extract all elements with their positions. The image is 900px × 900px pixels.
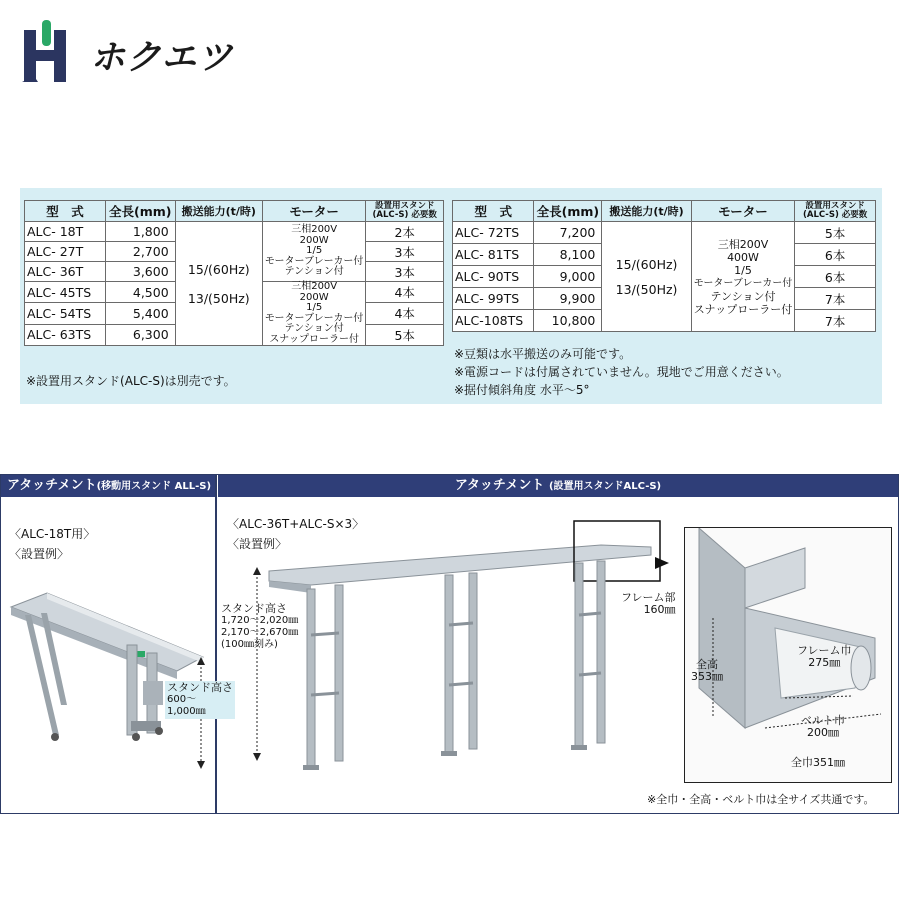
cross-section-detail-image (685, 528, 891, 782)
motor-line: 1/5 (734, 263, 752, 277)
model-cell: ALC- 81TS (453, 244, 534, 266)
frame-width-title: フレーム巾 (797, 644, 852, 657)
total-height-label (691, 659, 723, 683)
motor-cell-b (262, 282, 366, 346)
note-right-3: ※据付傾斜角度 水平〜5° (454, 383, 590, 397)
stand-height-line: (100㎜刻み) (221, 639, 278, 650)
capacity-60hz: 15/(60Hz) (187, 261, 250, 277)
col-motor: モーター (691, 201, 795, 222)
motor-line: 200W (299, 234, 329, 246)
col-length: 全長(mm) (105, 201, 175, 222)
stand-cell: 2本 (366, 222, 444, 242)
spec-table-right (452, 200, 876, 332)
length-cell: 4,500 (105, 282, 175, 303)
stand-cell: 3本 (366, 262, 444, 282)
length-cell: 5,400 (105, 303, 175, 324)
motor-line: テンション付 (284, 323, 344, 334)
stand-label-line: 600〜 (167, 694, 197, 705)
model-cell: ALC- 27T (25, 242, 106, 262)
length-cell: 7,200 (534, 222, 602, 244)
motor-line: モーターブレーカー付 (264, 255, 364, 267)
length-cell: 8,100 (534, 244, 602, 266)
installation-example-image (241, 515, 671, 785)
belt-width-label (801, 715, 845, 739)
model-cell: ALC- 18T (25, 222, 106, 242)
model-cell: ALC- 54TS (25, 303, 106, 324)
section-divider (215, 475, 217, 813)
model-cell: ALC- 45TS (25, 282, 106, 303)
left-caption-example: 〈設置例〉 (9, 547, 70, 561)
motor-line: 1/5 (306, 245, 323, 257)
motor-line: モーターブレーカー付 (264, 312, 364, 324)
model-cell: ALC- 36T (25, 262, 106, 282)
col-capacity: 搬送能力(t/時) (602, 201, 691, 222)
frame-width-value: 275㎜ (808, 656, 841, 669)
mobile-stand-conveyor-image (7, 585, 207, 765)
header-title: アタッチメント (7, 478, 97, 493)
stand-height-line: 2,170〜2,670㎜ (221, 627, 299, 638)
attachment-section (0, 474, 899, 814)
attachment-left-header (1, 475, 215, 497)
col-length: 全長(mm) (534, 201, 602, 222)
length-cell: 2,700 (105, 242, 175, 262)
capacity-60hz: 15/(60Hz) (615, 256, 678, 272)
stand-cell: 5本 (366, 324, 444, 345)
col-model: 型 式 (453, 201, 534, 222)
stand-label-line: 1,000㎜ (167, 706, 206, 717)
motor-line: スナップローラー付 (693, 302, 793, 316)
motor-line: 1/5 (306, 302, 323, 313)
total-height-value: 353㎜ (691, 670, 723, 683)
stand-cell: 6本 (795, 266, 876, 288)
col-stand-count: 設置用スタンド (ALC-S) 必要数 (795, 201, 876, 222)
note-right-1: ※豆類は水平搬送のみ可能です。 (454, 347, 632, 361)
capacity-50hz: 13/(50Hz) (187, 290, 250, 306)
frame-part-label (621, 592, 676, 616)
length-cell: 3,600 (105, 262, 175, 282)
col-capacity: 搬送能力(t/時) (175, 201, 262, 222)
note-left: ※設置用スタンド(ALC-S)は別売です。 (26, 374, 236, 388)
length-cell: 10,800 (534, 310, 602, 332)
attachment-right-header (218, 475, 898, 497)
spec-panel (20, 188, 882, 404)
belt-width-title: ベルト巾 (801, 714, 845, 727)
motor-line: テンション付 (710, 289, 776, 303)
stand-cell: 4本 (366, 303, 444, 324)
note-right-2: ※電源コードは付属されていません。現地でご用意ください。 (454, 365, 789, 379)
model-cell: ALC- 99TS (453, 288, 534, 310)
model-cell: ALC-108TS (453, 310, 534, 332)
capacity-cell (602, 222, 691, 332)
frame-part-title: フレーム部 (621, 591, 676, 604)
left-caption-model: 〈ALC-18T用〉 (9, 527, 96, 541)
model-cell: ALC- 72TS (453, 222, 534, 244)
model-cell: ALC- 90TS (453, 266, 534, 288)
company-logo-text: ホクエツ (90, 38, 234, 78)
stand-height-range-label (221, 603, 298, 651)
capacity-cell (175, 222, 262, 346)
total-width-label: 全巾351㎜ (791, 756, 845, 769)
motor-line: 三相200V (717, 237, 769, 251)
motor-cell-a (262, 222, 366, 282)
length-cell: 6,300 (105, 324, 175, 345)
length-cell: 1,800 (105, 222, 175, 242)
stand-height-label (165, 681, 235, 719)
stand-cell: 5本 (795, 222, 876, 244)
right-caption-example: 〈設置例〉 (227, 537, 288, 551)
stand-cell: 6本 (795, 244, 876, 266)
total-height-title: 全高 (696, 658, 718, 671)
stand-height-line: スタンド高さ (221, 602, 287, 615)
col-stand-count: 設置用スタンド (ALC-S) 必要数 (366, 201, 444, 222)
stand-label-line: スタンド高さ (167, 681, 233, 694)
frame-part-value: 160㎜ (643, 603, 676, 616)
header-title: アタッチメント (454, 478, 545, 493)
motor-line: スナップローラー付 (269, 333, 359, 345)
header-subtitle: (移動用スタンド ALL-S) (96, 481, 212, 492)
spec-table-left (24, 200, 444, 346)
motor-line: 400W (727, 250, 759, 264)
motor-line: 三相200V (291, 281, 338, 292)
right-caption-model: 〈ALC-36T+ALC-S×3〉 (227, 517, 365, 531)
stand-cell: 7本 (795, 310, 876, 332)
length-cell: 9,900 (534, 288, 602, 310)
stand-cell: 7本 (795, 288, 876, 310)
motor-line: 200W (299, 291, 329, 303)
belt-width-value: 200㎜ (807, 726, 839, 739)
company-logo-mark (20, 16, 78, 86)
model-cell: ALC- 63TS (25, 324, 106, 345)
stand-cell: 4本 (366, 282, 444, 303)
stand-height-line: 1,720〜2,020㎜ (221, 615, 299, 626)
stand-cell: 3本 (366, 242, 444, 262)
header-subtitle: (設置用スタンドALC-S) (548, 481, 662, 492)
col-model: 型 式 (25, 201, 106, 222)
common-size-footnote: ※全巾・全高・ベルト巾は全サイズ共通です。 (647, 793, 875, 806)
motor-line: テンション付 (284, 266, 344, 278)
col-motor: モーター (262, 201, 366, 222)
motor-line: モーターブレーカー付 (693, 277, 793, 289)
length-cell: 9,000 (534, 266, 602, 288)
motor-line: 三相200V (291, 224, 338, 236)
capacity-50hz: 13/(50Hz) (615, 281, 678, 297)
motor-cell (691, 222, 795, 332)
frame-width-label (797, 645, 852, 669)
